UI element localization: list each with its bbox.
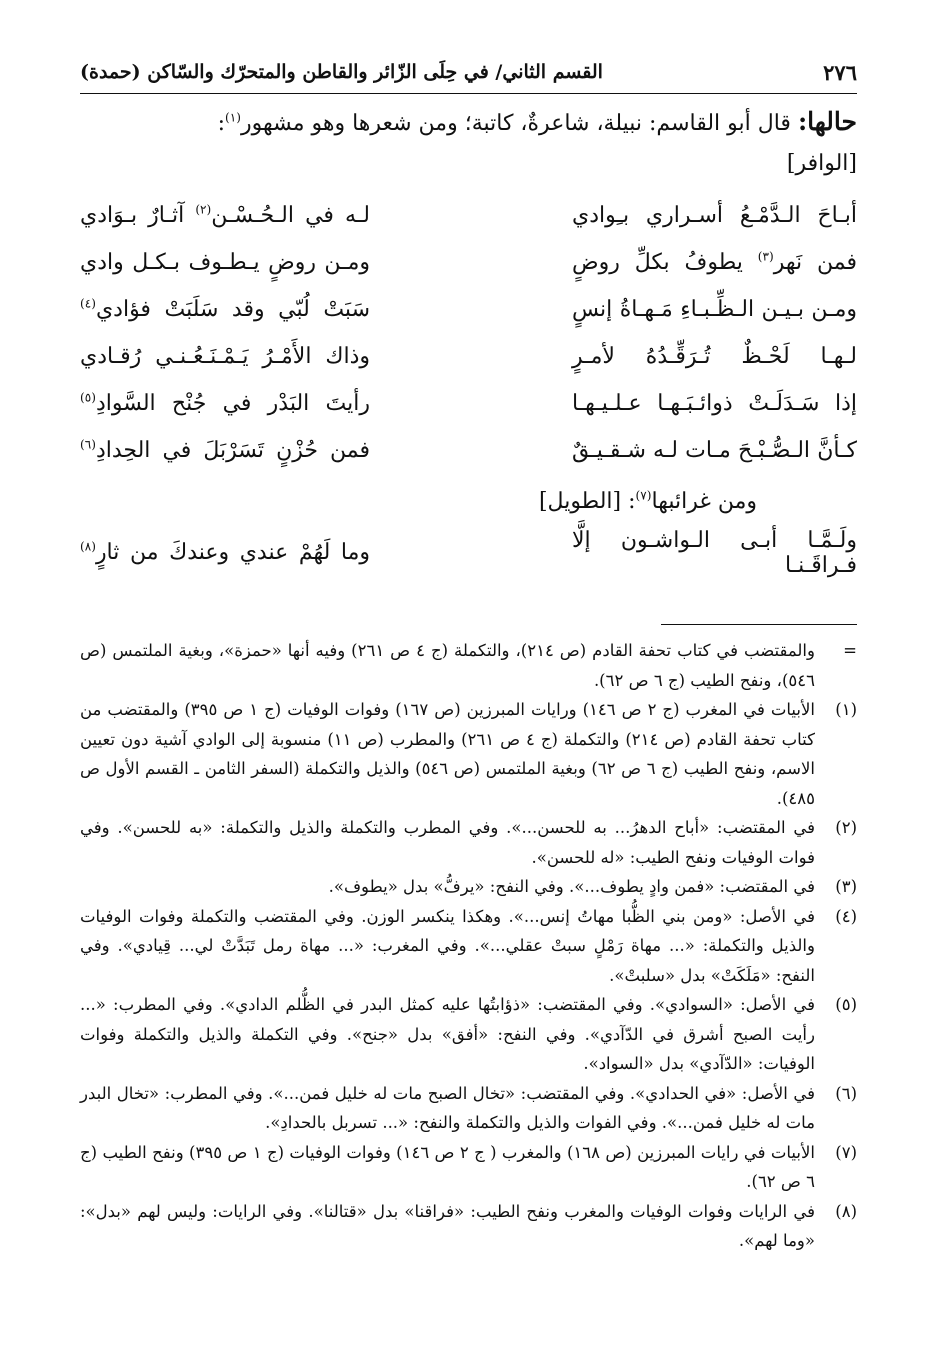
poem-wafir: [80, 192, 857, 474]
footnote-ref: (٥): [80, 390, 96, 405]
footnote-ref: (٧): [635, 488, 652, 503]
footnote-ref: (٢): [195, 202, 212, 217]
page-header: [80, 55, 857, 89]
hemistich-first: أبـاحَ الـدَّمْـعُ أسـراري بـِوادي: [572, 203, 857, 228]
footnote: (٢) في المقتضب: «أباح الدهرُ... به للحسن...». وفي المطرب والتكملة والذيل والتكملة: «به للحسن». وفي فوات الوفيات ونفح الطيب: «له للحسن».: [80, 818, 857, 867]
hemistich-first: لـهـا لَحْـظٌ تُـرَقِّـدُهُ لأمـرٍ: [572, 344, 857, 369]
hemistich-second: سَبَتْ لُبّي وقد سَلَبَتْ فؤادي$^{(٤)}$: [80, 296, 370, 322]
intro-paragraph: [80, 102, 857, 184]
footnote: = والمقتضب في كتاب تحفة القادم (ص ٢١٤)، والتكملة (ج ٤ ص ٢٦١) وفيه أنها «حمزة»، وبغية الملتمس (ص ٥٤٦)، ونفح الطيب (ج ٦ ص ٦٢).: [80, 641, 857, 690]
footnote: (٦) في الأصل: «في الحدادي». وفي المقتضب: «تخال الصبح مات له خليل فمن...». وفي المطرب: «تخال البدر مات له خليل فمن...». وفي الفوات والذيل والتكملة والنفح: «... تسربل بالحدادِ».: [80, 1083, 857, 1132]
poem-intro-line: ومن غرائبها$^{(٧)}$: [الطويل]: [538, 488, 757, 514]
footnote-rule: [661, 624, 857, 625]
hemistich-first: كـأنَّ الـصُّـبْـحَ مـات لـه شـقـيـقٌ: [572, 438, 857, 463]
hemistich-second: وذاك الأَمْـرُ يَـمْـنَـعُـنـي رُقـادي: [80, 344, 370, 369]
hemistich-second: لـه في الـحُـسْـن$^{(٢)}$ آثـارٌ بـوَادي: [80, 202, 371, 228]
footnote: (٤) في الأصل: «ومن بني الظُّبا مهاتُ إنس...». وهكذا ينكسر الوزن. وفي المقتضب والتكملة وفوات الوفيات والذيل والتكملة: «... مهاة رَمْلٍ سبتْ عقلي...». وفي المغرب: «... مهاة رمل تَبَدَّتْ لي... قِيادي». وفي النفح: «مَلَكَتْ» بدل «سلبتْ».: [80, 906, 857, 985]
running-title: القسم الثاني/ في حِلَى الزّائر والقاطن والمتحرّك والسّاكن (حمدة): [80, 61, 603, 83]
hemistich-first: فمن نَهر$^{(٣)}$ يطوفُ بكلِّ روضٍ: [572, 249, 857, 275]
verse: [80, 333, 857, 380]
meter-label: [الوافر]: [786, 151, 857, 176]
verse: [80, 286, 857, 333]
verse: [80, 380, 857, 427]
footnote: (٥) في الأصل: «السوادي». وفي المقتضب: «ذؤابتُها عليه كمثل البدر في الظُّلم الدادي». وفي المطرب: «... رأيت الصبح أشرق في الدّآدي». وفي النفح: «أفق» بدل «جنح». وفي التكملة والذيل والتكملة وفوات الوفيات: «الدّآدي» بدل «السواد».: [80, 995, 857, 1073]
footnote-ref: (٤): [80, 296, 96, 311]
intro-colon: :: [217, 111, 226, 136]
poem-tawil: [80, 529, 857, 576]
hemistich-second: ومـن روضٍ يـطـوف بـكـل وادي: [80, 250, 370, 275]
hemistich-first: ومـن بـيـن الـظِّـبـاءِ مَـهـاةُ إنسٍ: [572, 297, 857, 322]
hemistich-first: إذا سَـدَلَـتْ ذوائـبَـهـا عـلـيـهـا: [572, 391, 857, 416]
page-number: ٢٧٦: [823, 59, 857, 85]
intro-text: قال أبو القاسم: نبيلة، شاعرةٌ، كاتبة؛ ومن شعرها وهو مشهور: [240, 111, 798, 136]
footnote-ref: (٦): [80, 437, 96, 452]
footnote: (٧) الأبيات في رايات المبرزين (ص ١٦٨) والمغرب ( ج ٢ ص ١٤٦) وفوات الوفيات (ج ١ ص ٣٩٥) ونفح الطيب (ج ٦ ص ٦٢).: [80, 1142, 857, 1191]
header-rule: [80, 93, 857, 94]
verse: [80, 239, 857, 286]
footnote: (٣) في المقتضب: «فمن وادٍ يطوف...». وفي النفح: «يرفُّ» بدل «يطوف».: [328, 877, 857, 896]
hemistich-first: ولَـمَّـا أبـى الـواشـون إلَّا فـراقَـنـا: [572, 527, 857, 578]
meter-label: : [الطويل]: [538, 489, 636, 514]
footnote-ref: (٨): [80, 539, 96, 554]
hemistich-second: رأيتَ البَدْر في جُنْح السَّوادِ$^{(٥)}$: [80, 390, 370, 416]
hemistich-second: فمن حُزْنٍ تَسَرْبَلَ في الحِدادِ$^{(٦)}$: [80, 437, 370, 463]
verse: [80, 529, 857, 576]
hemistich-second: وما لَهُمْ عندي وعندكَ من ثارٍ$^{(٨)}$: [80, 539, 370, 565]
footnote-ref: (٣): [757, 249, 774, 264]
footnotes: [80, 636, 857, 1256]
footnote: (١) الأبيات في المغرب (ج ٢ ص ١٤٦) ورايات المبرزين (ص ١٦٧) وفوات الوفيات (ج ١ ص ٣٩٥) والمقتضب من كتاب تحفة القادم (ص ٢١٤) والتكملة (ج ٤ ص ٢٦١) والمطرب (ص ١١) منسوبة إلى الوادي آشية دون تعيين الاسم، ونفح الطيب (ج ٦ ص ٦٢) وبغية الملتمس (ص ٥٤٦) والذيل والتكملة (السفر الثامن ـ القسم الأول ص ٤٨٥).: [80, 700, 857, 808]
verse: [80, 427, 857, 474]
footnote: (٨) في الرايات وفوات الوفيات والمغرب ونفح الطيب: «فراقنا» بدل «قتالنا». وفي الرايات: وليس لهم «بدل»: «وما لهم».: [80, 1201, 857, 1250]
section-name: حالها:: [797, 107, 857, 136]
footnote-ref: (١): [225, 110, 241, 125]
verse: [80, 192, 857, 239]
